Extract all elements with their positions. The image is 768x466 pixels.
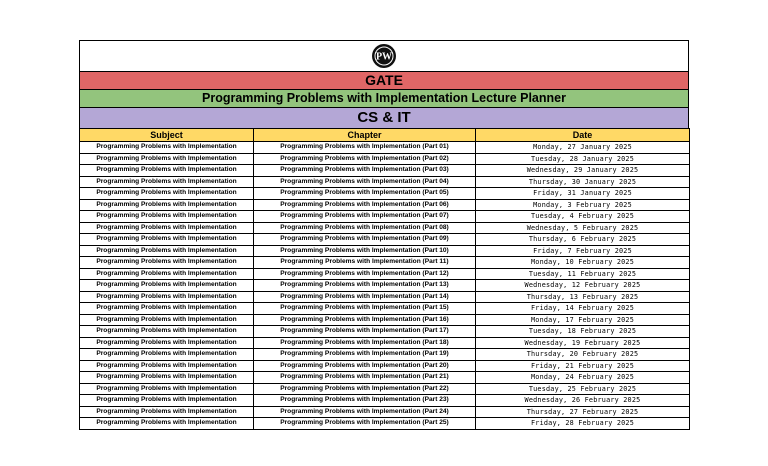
subject-cell: Programming Problems with Implementation xyxy=(80,153,254,165)
chapter-cell: Programming Problems with Implementation (Part 05) xyxy=(254,188,476,200)
date-cell: Monday, 17 February 2025 xyxy=(476,314,690,326)
date-cell: Tuesday, 4 February 2025 xyxy=(476,211,690,223)
chapter-cell: Programming Problems with Implementation (Part 09) xyxy=(254,234,476,246)
table-row xyxy=(80,303,690,315)
exam-banner: GATE xyxy=(79,71,689,89)
chapter-cell: Programming Problems with Implementation (Part 23) xyxy=(254,395,476,407)
date-cell: Tuesday, 18 February 2025 xyxy=(476,326,690,338)
subject-cell: Programming Problems with Implementation xyxy=(80,349,254,361)
chapter-cell: Programming Problems with Implementation (Part 10) xyxy=(254,245,476,257)
chapter-cell: Programming Problems with Implementation (Part 14) xyxy=(254,291,476,303)
subject-cell: Programming Problems with Implementation xyxy=(80,245,254,257)
table-row xyxy=(80,314,690,326)
chapter-cell: Programming Problems with Implementation (Part 22) xyxy=(254,383,476,395)
logo-text: PW xyxy=(375,51,393,63)
table-row xyxy=(80,383,690,395)
chapter-cell: Programming Problems with Implementation (Part 15) xyxy=(254,303,476,315)
table-row xyxy=(80,245,690,257)
table-row xyxy=(80,418,690,430)
subject-cell: Programming Problems with Implementation xyxy=(80,383,254,395)
subject-cell: Programming Problems with Implementation xyxy=(80,291,254,303)
table-row xyxy=(80,360,690,372)
subject-cell: Programming Problems with Implementation xyxy=(80,280,254,292)
subject-cell: Programming Problems with Implementation xyxy=(80,188,254,200)
subject-cell: Programming Problems with Implementation xyxy=(80,222,254,234)
date-cell: Tuesday, 11 February 2025 xyxy=(476,268,690,280)
subject-cell: Programming Problems with Implementation xyxy=(80,303,254,315)
schedule-table xyxy=(79,128,690,430)
chapter-cell: Programming Problems with Implementation (Part 08) xyxy=(254,222,476,234)
subject-cell: Programming Problems with Implementation xyxy=(80,142,254,154)
subject-cell: Programming Problems with Implementation xyxy=(80,257,254,269)
chapter-cell: Programming Problems with Implementation (Part 02) xyxy=(254,153,476,165)
column-header-subject: Subject xyxy=(80,129,254,142)
date-cell: Thursday, 20 February 2025 xyxy=(476,349,690,361)
table-row xyxy=(80,268,690,280)
subject-cell: Programming Problems with Implementation xyxy=(80,326,254,338)
table-row xyxy=(80,326,690,338)
chapter-cell: Programming Problems with Implementation (Part 12) xyxy=(254,268,476,280)
logo-row xyxy=(79,40,689,71)
table-row xyxy=(80,257,690,269)
subject-cell: Programming Problems with Implementation xyxy=(80,337,254,349)
date-cell: Thursday, 13 February 2025 xyxy=(476,291,690,303)
table-row xyxy=(80,337,690,349)
table-row xyxy=(80,165,690,177)
chapter-cell: Programming Problems with Implementation (Part 04) xyxy=(254,176,476,188)
date-cell: Wednesday, 29 January 2025 xyxy=(476,165,690,177)
date-cell: Wednesday, 12 February 2025 xyxy=(476,280,690,292)
date-cell: Friday, 14 February 2025 xyxy=(476,303,690,315)
chapter-cell: Programming Problems with Implementation (Part 13) xyxy=(254,280,476,292)
table-row xyxy=(80,280,690,292)
chapter-cell: Programming Problems with Implementation (Part 16) xyxy=(254,314,476,326)
chapter-cell: Programming Problems with Implementation (Part 06) xyxy=(254,199,476,211)
table-row xyxy=(80,395,690,407)
table-row xyxy=(80,234,690,246)
date-cell: Wednesday, 5 February 2025 xyxy=(476,222,690,234)
date-cell: Monday, 24 February 2025 xyxy=(476,372,690,384)
subject-cell: Programming Problems with Implementation xyxy=(80,372,254,384)
subject-cell: Programming Problems with Implementation xyxy=(80,418,254,430)
column-header-chapter: Chapter xyxy=(254,129,476,142)
date-cell: Friday, 31 January 2025 xyxy=(476,188,690,200)
column-header-date: Date xyxy=(476,129,690,142)
date-cell: Thursday, 30 January 2025 xyxy=(476,176,690,188)
date-cell: Wednesday, 26 February 2025 xyxy=(476,395,690,407)
chapter-cell: Programming Problems with Implementation (Part 25) xyxy=(254,418,476,430)
date-cell: Monday, 3 February 2025 xyxy=(476,199,690,211)
subject-cell: Programming Problems with Implementation xyxy=(80,406,254,418)
date-cell: Friday, 7 February 2025 xyxy=(476,245,690,257)
date-cell: Monday, 10 February 2025 xyxy=(476,257,690,269)
chapter-cell: Programming Problems with Implementation (Part 21) xyxy=(254,372,476,384)
table-row xyxy=(80,222,690,234)
date-cell: Friday, 28 February 2025 xyxy=(476,418,690,430)
date-cell: Tuesday, 28 January 2025 xyxy=(476,153,690,165)
chapter-cell: Programming Problems with Implementation (Part 11) xyxy=(254,257,476,269)
table-row xyxy=(80,153,690,165)
chapter-cell: Programming Problems with Implementation (Part 01) xyxy=(254,142,476,154)
table-row xyxy=(80,291,690,303)
pw-logo xyxy=(372,44,396,68)
date-cell: Tuesday, 25 February 2025 xyxy=(476,383,690,395)
subject-cell: Programming Problems with Implementation xyxy=(80,395,254,407)
table-header-row xyxy=(80,129,690,142)
chapter-cell: Programming Problems with Implementation (Part 17) xyxy=(254,326,476,338)
subject-cell: Programming Problems with Implementation xyxy=(80,360,254,372)
branch-banner: CS & IT xyxy=(79,107,689,128)
date-cell: Monday, 27 January 2025 xyxy=(476,142,690,154)
subject-cell: Programming Problems with Implementation xyxy=(80,234,254,246)
subject-cell: Programming Problems with Implementation xyxy=(80,211,254,223)
chapter-cell: Programming Problems with Implementation (Part 07) xyxy=(254,211,476,223)
table-row xyxy=(80,142,690,154)
subject-cell: Programming Problems with Implementation xyxy=(80,199,254,211)
date-cell: Thursday, 6 February 2025 xyxy=(476,234,690,246)
chapter-cell: Programming Problems with Implementation (Part 18) xyxy=(254,337,476,349)
subject-cell: Programming Problems with Implementation xyxy=(80,314,254,326)
subject-cell: Programming Problems with Implementation xyxy=(80,268,254,280)
date-cell: Thursday, 27 February 2025 xyxy=(476,406,690,418)
planner-title: Programming Problems with Implementation Lecture Planner xyxy=(79,89,689,107)
table-row xyxy=(80,372,690,384)
table-row xyxy=(80,188,690,200)
table-row xyxy=(80,211,690,223)
lecture-planner-sheet xyxy=(79,40,689,430)
chapter-cell: Programming Problems with Implementation (Part 24) xyxy=(254,406,476,418)
table-row xyxy=(80,406,690,418)
chapter-cell: Programming Problems with Implementation (Part 03) xyxy=(254,165,476,177)
table-row xyxy=(80,349,690,361)
date-cell: Friday, 21 February 2025 xyxy=(476,360,690,372)
table-row xyxy=(80,176,690,188)
chapter-cell: Programming Problems with Implementation (Part 20) xyxy=(254,360,476,372)
chapter-cell: Programming Problems with Implementation (Part 19) xyxy=(254,349,476,361)
table-row xyxy=(80,199,690,211)
subject-cell: Programming Problems with Implementation xyxy=(80,176,254,188)
subject-cell: Programming Problems with Implementation xyxy=(80,165,254,177)
date-cell: Wednesday, 19 February 2025 xyxy=(476,337,690,349)
